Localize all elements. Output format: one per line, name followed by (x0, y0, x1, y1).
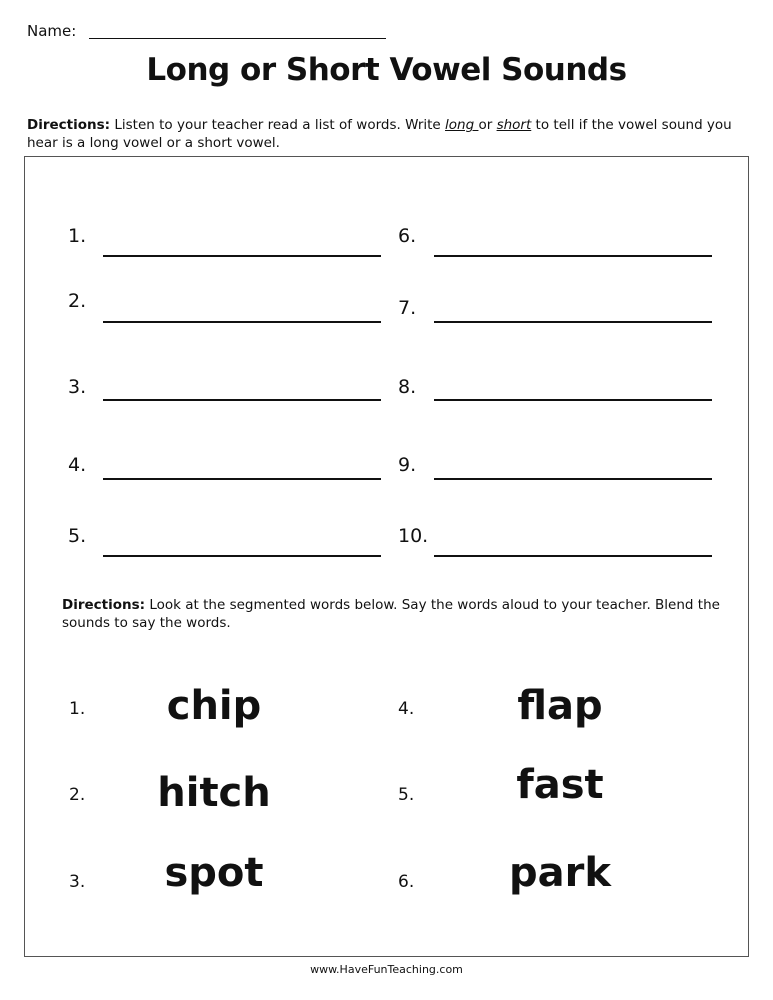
segmented-word: chip (166, 683, 262, 729)
directions-2-text: Look at the segmented words below. Say the words aloud to your teacher. Blend the sounds to say the words. (62, 597, 720, 631)
answer-line-2[interactable] (103, 321, 381, 323)
answer-line-1[interactable] (103, 255, 381, 257)
answer-line-9[interactable] (434, 478, 712, 480)
long-word: long (445, 117, 479, 133)
answer-line-3[interactable] (103, 399, 381, 401)
item-number: 1. (68, 225, 87, 247)
word-number: 5. (398, 785, 415, 805)
item-number: 7. (398, 297, 417, 319)
word-number: 4. (398, 699, 415, 719)
item-number: 3. (68, 376, 87, 398)
word-number: 3. (69, 872, 86, 892)
segmented-word: park (509, 850, 611, 896)
name-line[interactable] (89, 38, 386, 39)
directions-2-label: Directions: (62, 597, 146, 613)
short-word: short (496, 117, 532, 133)
name-label: Name: (27, 22, 77, 40)
directions-1-post: to tell if the vowel sound you hear is a long vowel or a short vowel. (27, 117, 732, 151)
answer-line-5[interactable] (103, 555, 381, 557)
item-number: 5. (68, 525, 87, 547)
segmented-word: spot (164, 850, 264, 896)
answer-line-8[interactable] (434, 399, 712, 401)
segmented-word: fast (516, 762, 604, 808)
item-number: 2. (68, 290, 87, 312)
answer-line-4[interactable] (103, 478, 381, 480)
directions-1-label: Directions: (27, 117, 111, 133)
footer-url: www.HaveFunTeaching.com (310, 963, 463, 976)
answer-line-7[interactable] (434, 321, 712, 323)
item-number: 8. (398, 376, 417, 398)
item-number: 4. (68, 454, 87, 476)
word-number: 6. (398, 872, 415, 892)
page-title: Long or Short Vowel Sounds (146, 52, 627, 88)
answer-line-10[interactable] (434, 555, 712, 557)
item-number: 6. (398, 225, 417, 247)
item-number: 10. (398, 525, 429, 547)
answer-line-6[interactable] (434, 255, 712, 257)
directions-2 (62, 596, 722, 632)
word-number: 2. (69, 785, 86, 805)
word-number: 1. (69, 699, 86, 719)
directions-1 (27, 116, 747, 152)
segmented-word: flap (517, 683, 603, 729)
item-number: 9. (398, 454, 417, 476)
directions-1-pre: Listen to your teacher read a list of words. Write (110, 117, 446, 133)
or-word: or (478, 117, 497, 133)
segmented-word: hitch (157, 770, 271, 816)
